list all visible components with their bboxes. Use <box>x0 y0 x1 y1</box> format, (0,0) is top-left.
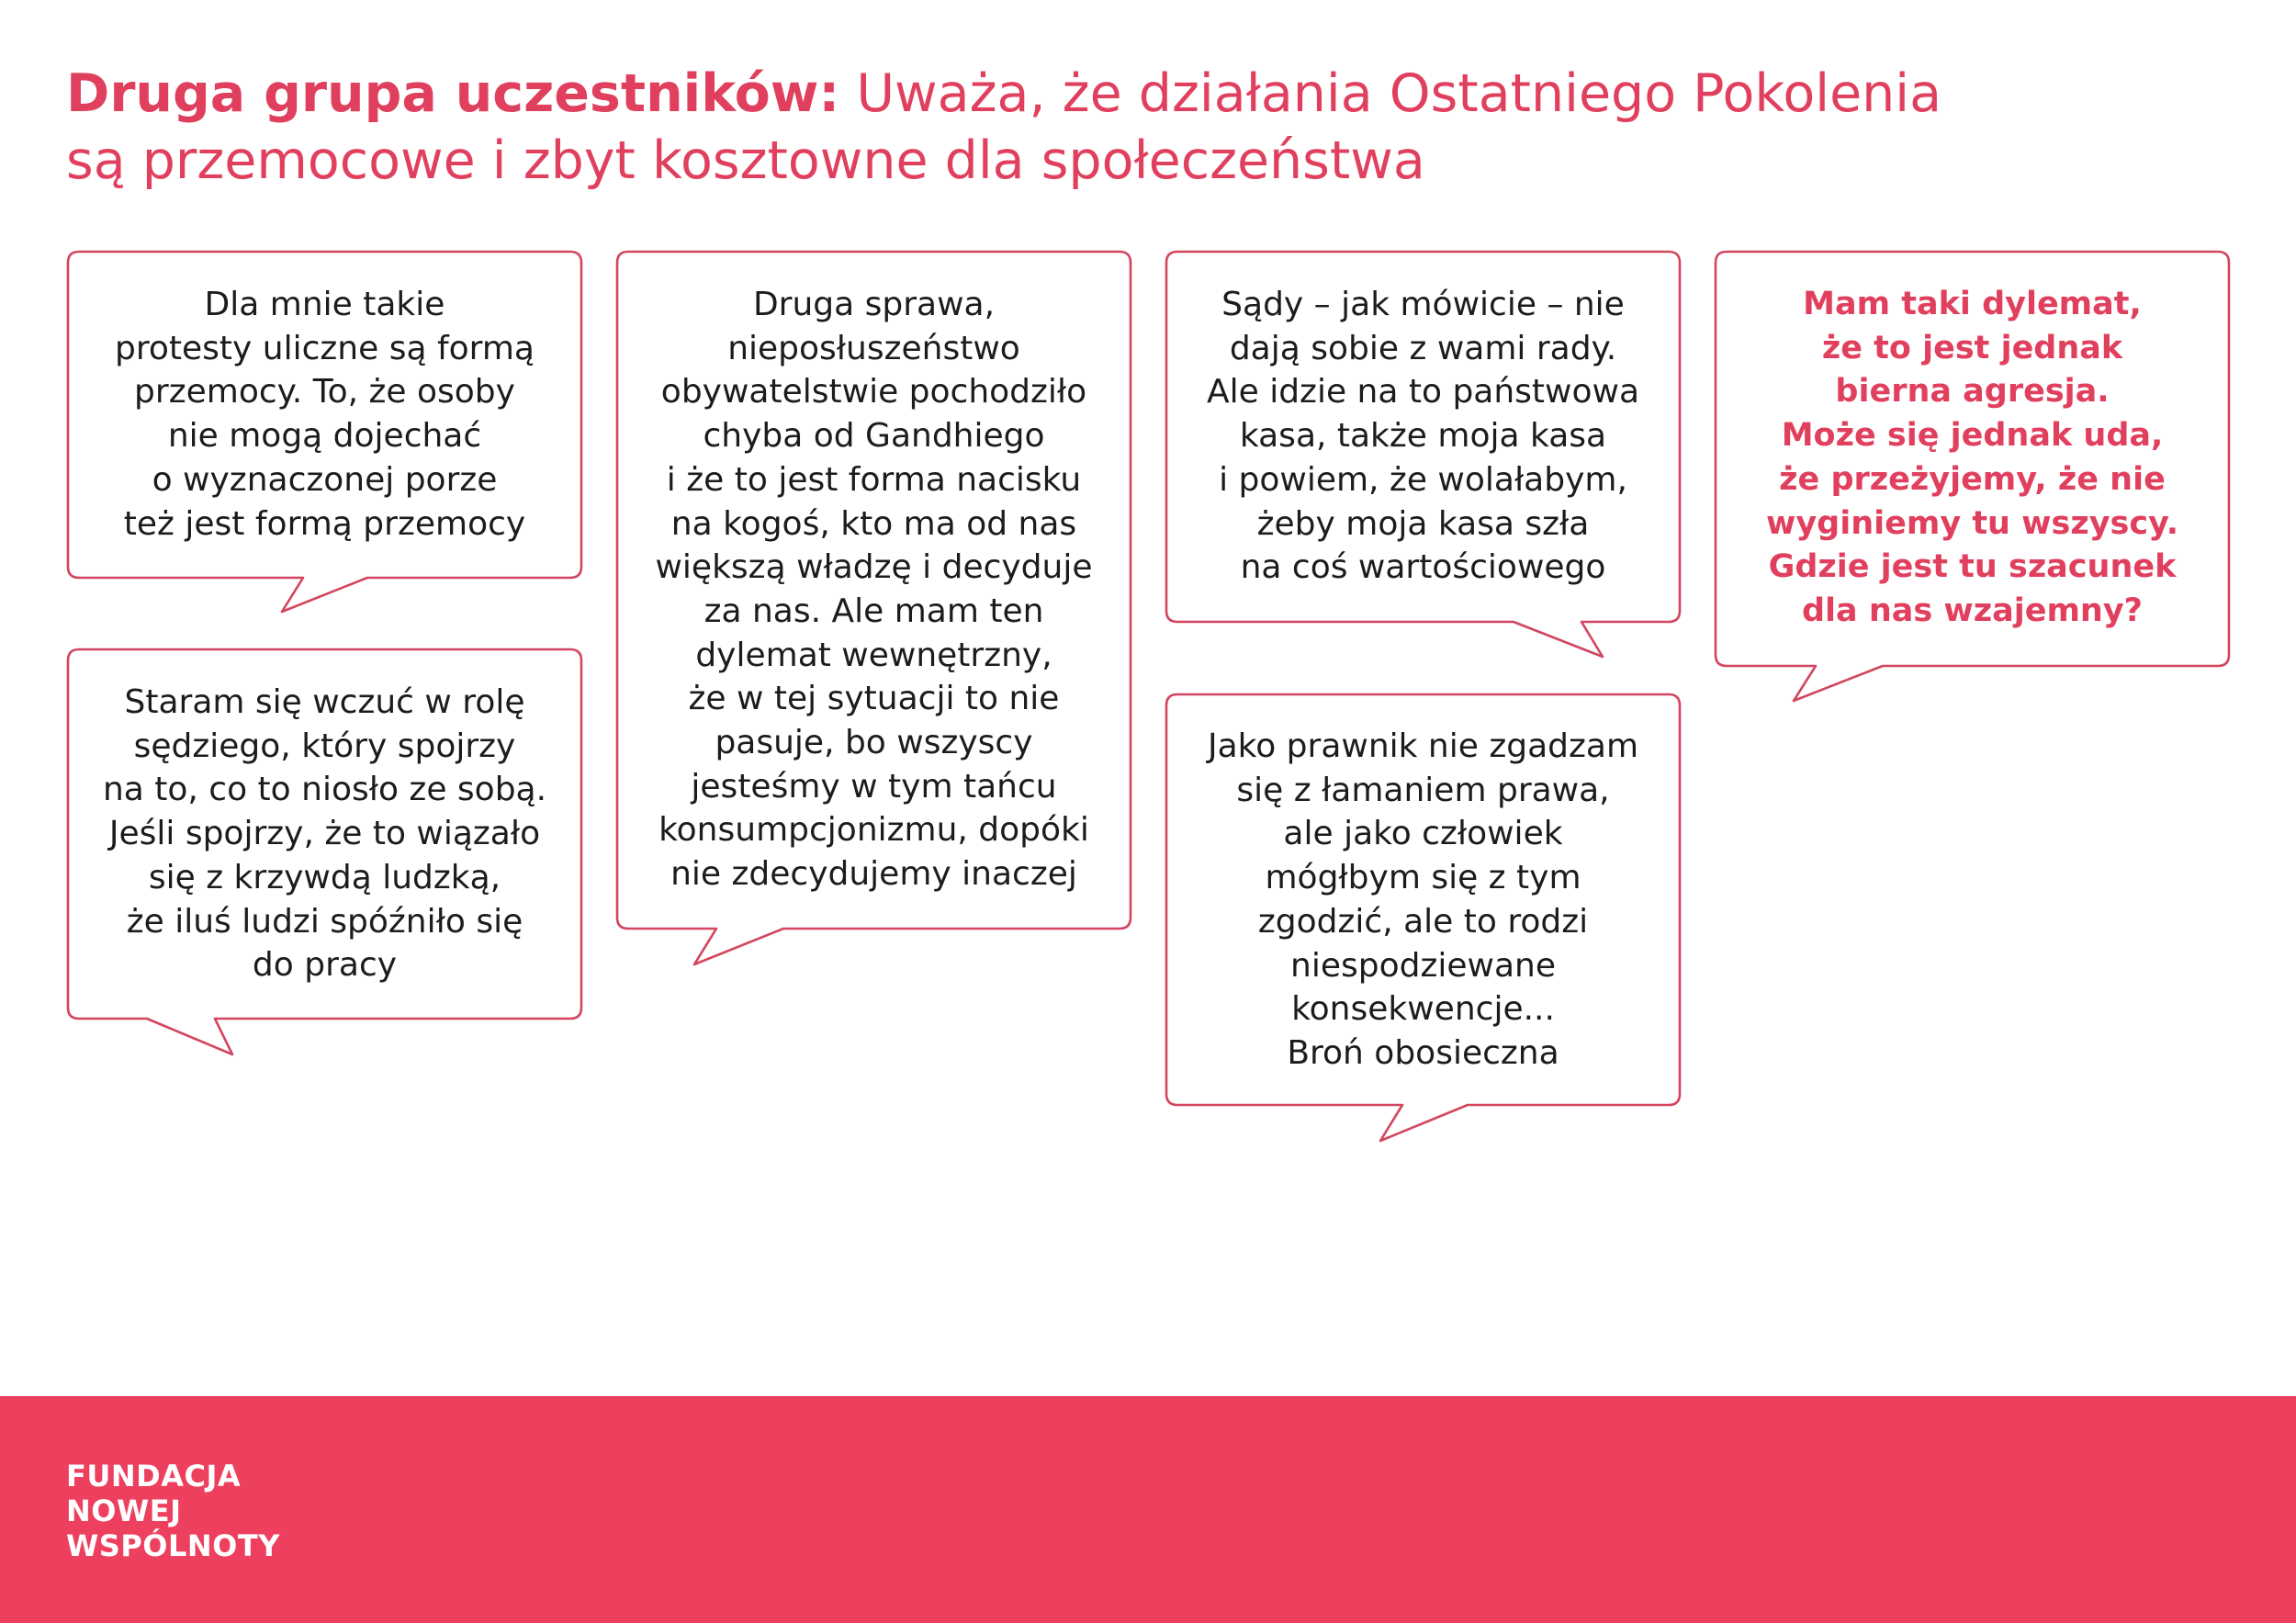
bubble-text-line: wyginiemy tu wszyscy. <box>1766 504 2178 542</box>
bubble-text-line: bierna agresja. <box>1835 373 2110 411</box>
bubble-text-line: protesty uliczne są formą <box>115 329 535 367</box>
logo-line-3: WSPÓLNOTY <box>66 1528 280 1563</box>
speech-bubble-4-text <box>1170 283 1676 590</box>
bubble-text-line: jesteśmy w tym tańcu <box>691 767 1057 806</box>
bubble-text-line: żeby moja kasa szła <box>1256 504 1590 543</box>
bubble-text-line: większą władzę i decyduje <box>655 548 1093 587</box>
bubble-text-line: że iluś ludzi spóźniło się <box>126 902 523 941</box>
logo-line-1: FUNDACJA <box>66 1459 242 1493</box>
bubble-text-line: Sądy – jak mówicie – nie <box>1221 286 1625 323</box>
bubble-text-line: dylemat wewnętrzny, <box>695 636 1052 674</box>
bubble-text-line: Ale idzie na to państwowa <box>1206 373 1640 411</box>
bubble-text-line: Druga sprawa, <box>752 286 996 323</box>
bubble-text-line: obywatelstwie pochodziło <box>660 373 1087 411</box>
bubble-text-line: że to jest jednak <box>1821 329 2123 366</box>
bubble-text-line: zgodzić, ale to rodzi <box>1257 902 1589 941</box>
bubble-text-line: się z krzywdą ludzką, <box>148 858 501 896</box>
page-title-line1: Uważa, że działania Ostatniego Pokolenia <box>856 63 1942 124</box>
bubble-text-line: niespodziewane <box>1290 946 1556 985</box>
speech-bubble-3-text <box>621 283 1127 896</box>
bubble-text-line: Jako prawnik nie zgadzam <box>1207 727 1639 765</box>
bubble-text-line: na kogoś, kto ma od nas <box>670 504 1077 543</box>
bubble-text-line: że w tej sytuacji to nie <box>688 680 1060 718</box>
bubble-text-line: pasuje, bo wszyscy <box>715 724 1033 762</box>
bubble-text-line: że przeżyjemy, że nie <box>1779 460 2166 498</box>
bubble-text-line: nieposłuszeństwo <box>727 329 1020 367</box>
bubble-text-line: Mam taki dylemat, <box>1803 286 2142 322</box>
foundation-logo <box>66 1459 280 1563</box>
page-title-line2: są przemocowe i zbyt kosztowne dla społeczeństwa <box>66 130 1425 191</box>
bubble-text-line: na coś wartościowego <box>1240 548 1606 587</box>
bubble-text-line: sędziego, który spojrzy <box>133 727 516 765</box>
bubble-text-line: Jeśli spojrzy, że to wiązało <box>108 815 541 853</box>
bubble-text-line: na to, co to niosło ze sobą. <box>102 771 547 809</box>
bubble-text-line: ale jako człowiek <box>1283 815 1563 853</box>
bubble-text-line: Staram się wczuć w rolę <box>124 683 525 721</box>
bubble-text-line: też jest formą przemocy <box>123 504 526 543</box>
bubble-text-line: nie mogą dojechać <box>167 417 482 456</box>
speech-bubble-1-text <box>72 283 578 546</box>
bubble-text-line: Może się jednak uda, <box>1781 417 2164 455</box>
bubble-text-line: się z łamaniem prawa, <box>1236 771 1610 809</box>
bubble-text-line: dla nas wzajemny? <box>1802 592 2143 629</box>
bubble-text-line: i powiem, że wolałabym, <box>1219 460 1627 499</box>
bubble-text-line: Broń obosieczna <box>1287 1033 1559 1072</box>
bubble-text-line: mógłbym się z tym <box>1265 859 1581 897</box>
bubble-text-line: i że to jest forma nacisku <box>666 460 1082 499</box>
bubble-text-line: dają sobie z wami rady. <box>1229 329 1617 367</box>
speech-bubble-2-text <box>72 681 578 987</box>
bubble-text-line: konsekwencje... <box>1291 990 1555 1029</box>
bubble-text-line: Dla mnie takie <box>204 286 445 323</box>
footer-band <box>0 1396 2296 1623</box>
bubble-text-line: o wyznaczonej porze <box>152 460 498 499</box>
bubble-text-line: przemocy. To, że osoby <box>134 373 515 411</box>
page-title-lead: Druga grupa uczestników: <box>66 63 840 124</box>
bubble-text-line: do pracy <box>252 946 398 985</box>
speech-bubble-6-text <box>1719 283 2225 634</box>
bubble-text-line: chyba od Gandhiego <box>703 417 1045 456</box>
logo-line-2: NOWEJ <box>66 1493 182 1528</box>
bubble-text-line: kasa, także moja kasa <box>1239 417 1607 456</box>
bubble-text-line: nie zdecydujemy inaczej <box>670 855 1077 894</box>
bubble-text-line: Gdzie jest tu szacunek <box>1768 548 2177 586</box>
bubble-text-line: konsumpcjonizmu, dopóki <box>658 811 1089 850</box>
speech-bubble-5-text <box>1170 725 1676 1076</box>
bubble-text-line: za nas. Ale mam ten <box>703 592 1044 630</box>
